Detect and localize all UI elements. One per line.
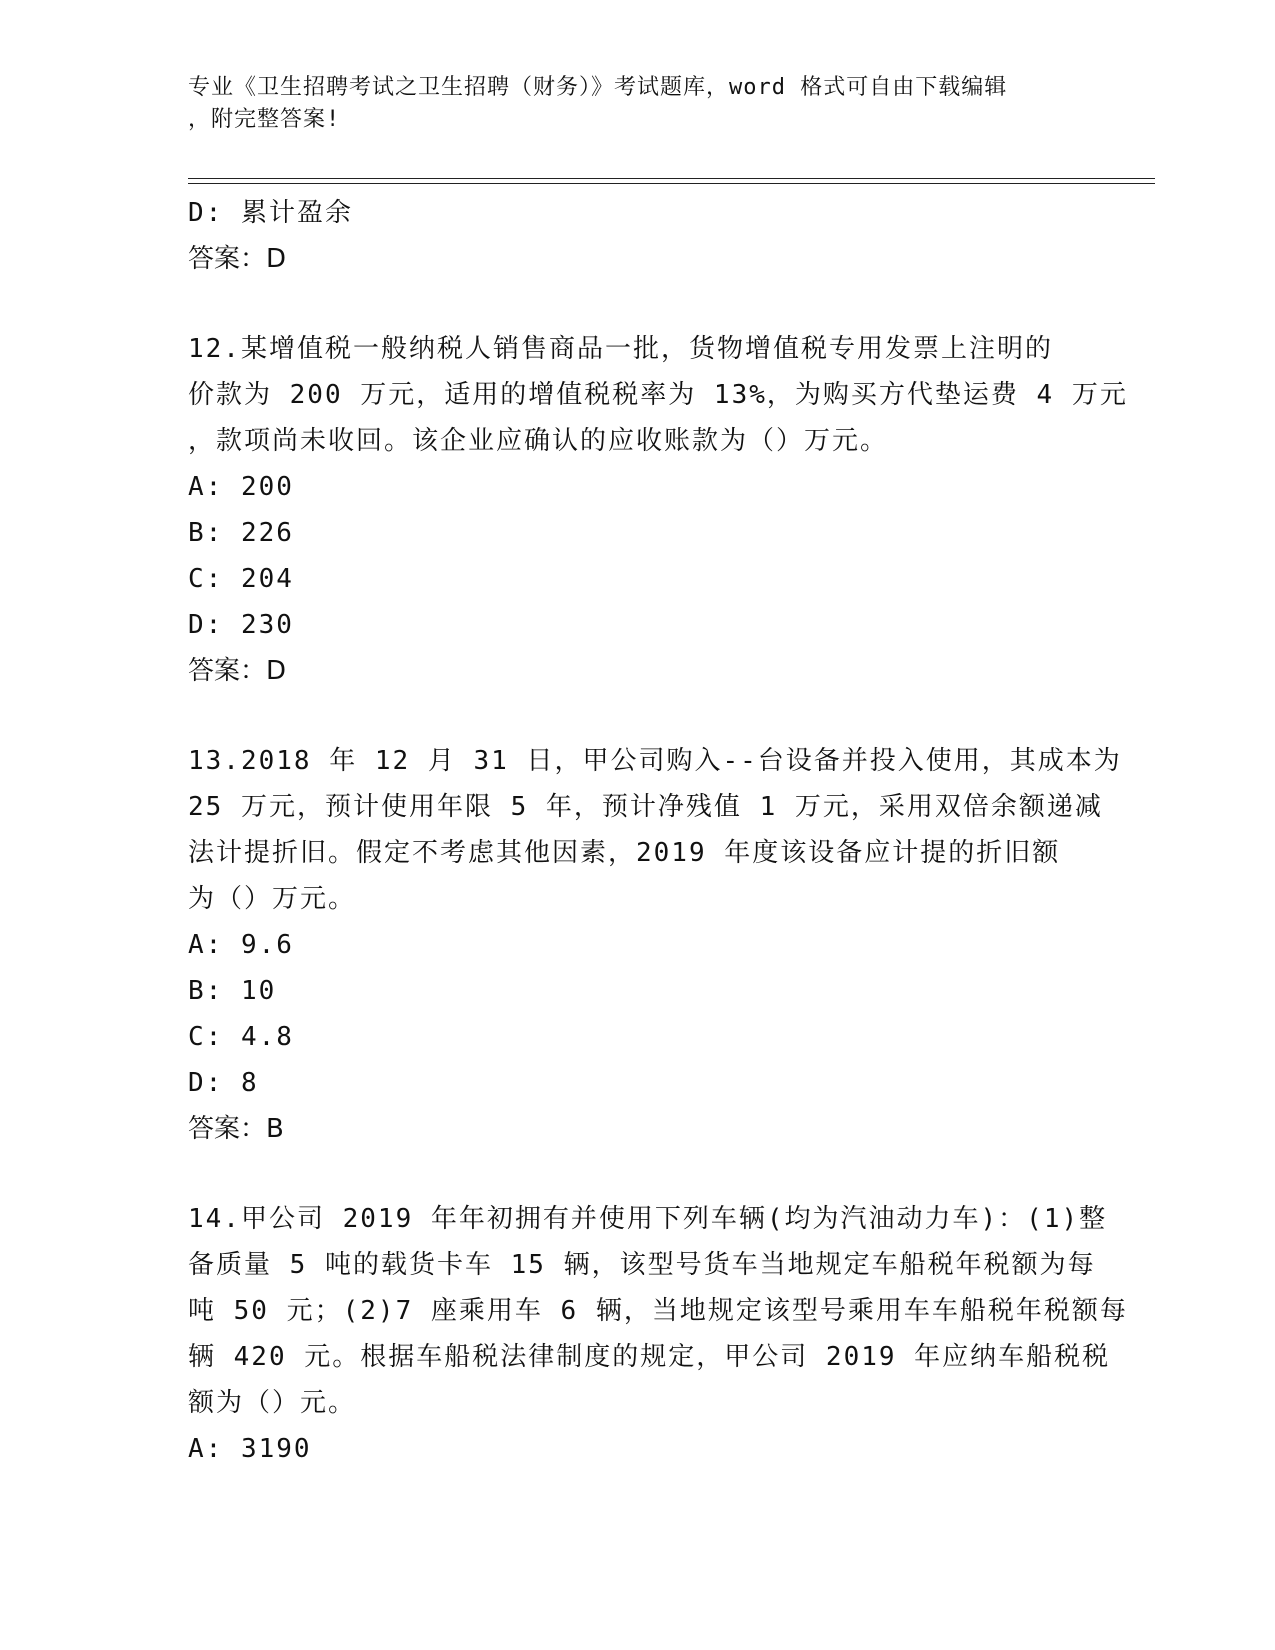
spacer bbox=[188, 282, 1088, 326]
question-13-option-d: D: 8 bbox=[188, 1068, 259, 1098]
spacer bbox=[188, 1152, 1088, 1196]
question-13-option-a: A: 9.6 bbox=[188, 930, 294, 960]
header-line-2: ，附完整答案! bbox=[188, 107, 341, 132]
question-12-line: 价款为 200 万元，适用的增值税税率为 13%，为购买方代垫运费 4 万元 bbox=[188, 380, 1128, 410]
document-header bbox=[188, 72, 1088, 136]
question-12-answer: 答案：D bbox=[188, 656, 287, 686]
question-12-text bbox=[188, 326, 1128, 464]
question-12-option-b: B: 226 bbox=[188, 518, 294, 548]
question-content bbox=[188, 190, 1128, 1472]
header-divider-bottom bbox=[188, 183, 1155, 184]
question-14-option-a: A: 3190 bbox=[188, 1434, 312, 1464]
spacer bbox=[188, 694, 1088, 738]
question-14-line: 吨 50 元；(2)7 座乘用车 6 辆，当地规定该型号乘用车车船税年税额每 bbox=[188, 1296, 1128, 1326]
question-12-option-a: A: 200 bbox=[188, 472, 294, 502]
question-12-option-d: D: 230 bbox=[188, 610, 294, 640]
prev-option-d: D: 累计盈余 bbox=[188, 198, 353, 228]
header-divider-top bbox=[188, 178, 1155, 179]
question-14-line: 辆 420 元。根据车船税法律制度的规定，甲公司 2019 年应纳车船税税 bbox=[188, 1342, 1111, 1372]
question-13-option-c: C: 4.8 bbox=[188, 1022, 294, 1052]
question-13-text bbox=[188, 738, 1122, 922]
question-12-option-c: C: 204 bbox=[188, 564, 294, 594]
question-14-line: 备质量 5 吨的载货卡车 15 辆，该型号货车当地规定车船税年税额为每 bbox=[188, 1250, 1096, 1280]
question-14-line: 额为（）元。 bbox=[188, 1388, 357, 1418]
question-13-line: 13.2018 年 12 月 31 日，甲公司购入--台设备并投入使用，其成本为 bbox=[188, 746, 1122, 776]
prev-answer: 答案：D bbox=[188, 244, 287, 274]
question-12-line: 12.某增值税一般纳税人销售商品一批，货物增值税专用发票上注明的 bbox=[188, 334, 1053, 364]
question-14-line: 14.甲公司 2019 年年初拥有并使用下列车辆(均为汽油动力车)：(1)整 bbox=[188, 1204, 1108, 1234]
question-13-line: 为（）万元。 bbox=[188, 884, 357, 914]
question-13-option-b: B: 10 bbox=[188, 976, 277, 1006]
question-13-line: 25 万元，预计使用年限 5 年，预计净残值 1 万元，采用双倍余额递减 bbox=[188, 792, 1103, 822]
question-12-line: ，款项尚未收回。该企业应确认的应收账款为（）万元。 bbox=[188, 426, 889, 456]
question-13-line: 法计提折旧。假定不考虑其他因素，2019 年度该设备应计提的折旧额 bbox=[188, 838, 1061, 868]
question-14-text bbox=[188, 1196, 1128, 1426]
header-line-1: 专业《卫生招聘考试之卫生招聘（财务）》考试题库，word 格式可自由下载编辑 bbox=[188, 75, 1008, 100]
question-13-answer: 答案：B bbox=[188, 1114, 284, 1144]
